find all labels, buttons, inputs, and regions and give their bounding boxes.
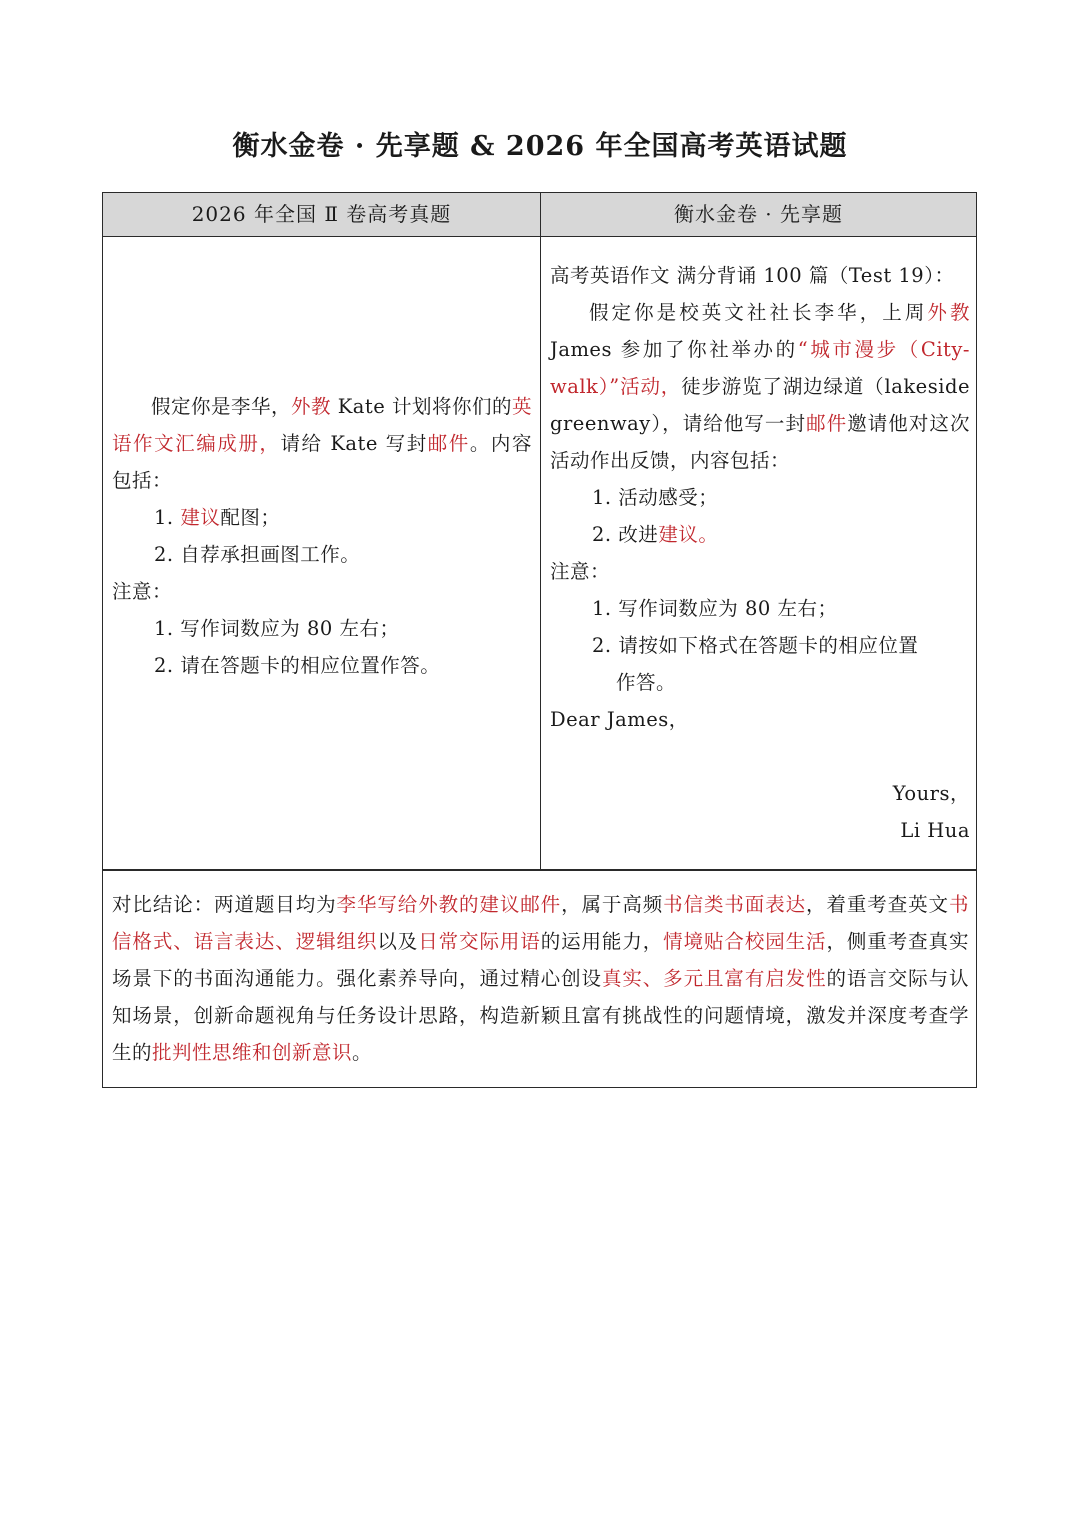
text-span: 作答。 bbox=[616, 671, 677, 694]
text-span: 。内容包括： bbox=[112, 432, 532, 492]
header-left: 2026 年全国 Ⅱ 卷高考真题 bbox=[191, 202, 452, 226]
highlight: 李华写给外教的建议邮件 bbox=[336, 893, 562, 916]
highlight: 建议。 bbox=[658, 523, 719, 546]
highlight: 情境贴合校园生活 bbox=[663, 930, 827, 953]
conclusion-cell bbox=[112, 886, 969, 1071]
column-divider bbox=[540, 193, 541, 870]
text-span: ，着重考查英文 bbox=[806, 893, 949, 916]
highlight: 书信类书面表达 bbox=[663, 893, 807, 916]
signature-name: Li Hua bbox=[900, 819, 970, 842]
header-right: 衡水金卷 · 先享题 bbox=[673, 202, 844, 226]
text-span: 2. 改进 bbox=[592, 523, 659, 546]
text-span: 2. bbox=[592, 634, 619, 657]
source-line: 高考英语作文 满分背诵 100 篇（Test 19）： bbox=[550, 264, 955, 287]
text-span: 假定你是校英文社社长李华，上周 bbox=[589, 301, 928, 324]
list-item: 1. 写作词数应为 80 左右； bbox=[592, 597, 838, 620]
list-item bbox=[550, 516, 970, 553]
text-span: James 参加了你社举办的 bbox=[550, 338, 798, 361]
right-cell bbox=[550, 257, 970, 849]
text-span: 请按如下格式在答题卡的相应位置 bbox=[618, 634, 919, 657]
text-span: 邀请他对这次活动作出反馈，内容包括： bbox=[550, 412, 970, 472]
left-prompt bbox=[112, 388, 532, 499]
page-title: 衡水金卷 · 先享题 & 2026 年全国高考英语试题 bbox=[232, 131, 848, 162]
highlight: “城市漫步（City-walk）”活动， bbox=[550, 338, 970, 398]
left-cell bbox=[112, 388, 532, 684]
greeting: Dear James， bbox=[550, 708, 689, 731]
highlight: 英语作文汇编成册， bbox=[112, 395, 533, 455]
list-item bbox=[550, 627, 970, 701]
list-item bbox=[112, 499, 532, 536]
highlight: 外教 bbox=[927, 301, 970, 324]
text-span: 以及 bbox=[377, 930, 419, 953]
note-heading: 注意： bbox=[550, 560, 611, 583]
text-span: 请给 Kate 写封 bbox=[280, 432, 428, 455]
text-span: ，侧重考查真实场景下的书面沟通能力。强化素养导向，通过精心创设 bbox=[112, 930, 969, 990]
text-span: Kate 计划将你们的 bbox=[331, 395, 512, 418]
text-span: 的语言交际与认知场景，创新命题视角与任务设计思路，构造新颖且富有挑战性的问题情境，激发并深度考查学生的 bbox=[112, 967, 969, 1064]
highlight: 外教 bbox=[291, 395, 332, 418]
highlight: 批判性思维和创新意识 bbox=[152, 1041, 353, 1064]
text-span: 配图； bbox=[220, 506, 281, 529]
highlight: 建议 bbox=[180, 506, 221, 529]
blank-space bbox=[550, 738, 970, 775]
list-item: 1. 写作词数应为 80 左右； bbox=[154, 617, 400, 640]
text-span: 的运用能力， bbox=[540, 930, 664, 953]
text-span: 。 bbox=[352, 1041, 373, 1064]
text-span: 1. bbox=[154, 506, 181, 529]
note-heading: 注意： bbox=[112, 580, 173, 603]
row-divider bbox=[103, 869, 976, 871]
right-prompt bbox=[550, 294, 970, 479]
text-span: 对比结论：两道题目均为 bbox=[112, 893, 337, 916]
highlight: 邮件 bbox=[806, 412, 848, 435]
list-item: 1. 活动感受； bbox=[592, 486, 719, 509]
list-item: 2. 请在答题卡的相应位置作答。 bbox=[154, 654, 441, 677]
text-span: ，属于高频 bbox=[561, 893, 664, 916]
highlight: 真实、多元且富有启发性 bbox=[601, 967, 827, 990]
highlight: 书信格式、语言表达、逻辑组织 bbox=[112, 893, 969, 953]
highlight: 日常交际用语 bbox=[418, 930, 541, 953]
comparison-table bbox=[102, 192, 977, 1088]
list-item: 2. 自荐承担画图工作。 bbox=[154, 543, 361, 566]
conclusion-text bbox=[112, 886, 969, 1071]
text-span: 假定你是李华， bbox=[151, 395, 292, 418]
closing: Yours， bbox=[892, 782, 970, 805]
highlight: 邮件 bbox=[427, 432, 470, 455]
text-span: 徒步游览了湖边绿道（lakeside greenway），请给他写一封 bbox=[550, 375, 970, 435]
